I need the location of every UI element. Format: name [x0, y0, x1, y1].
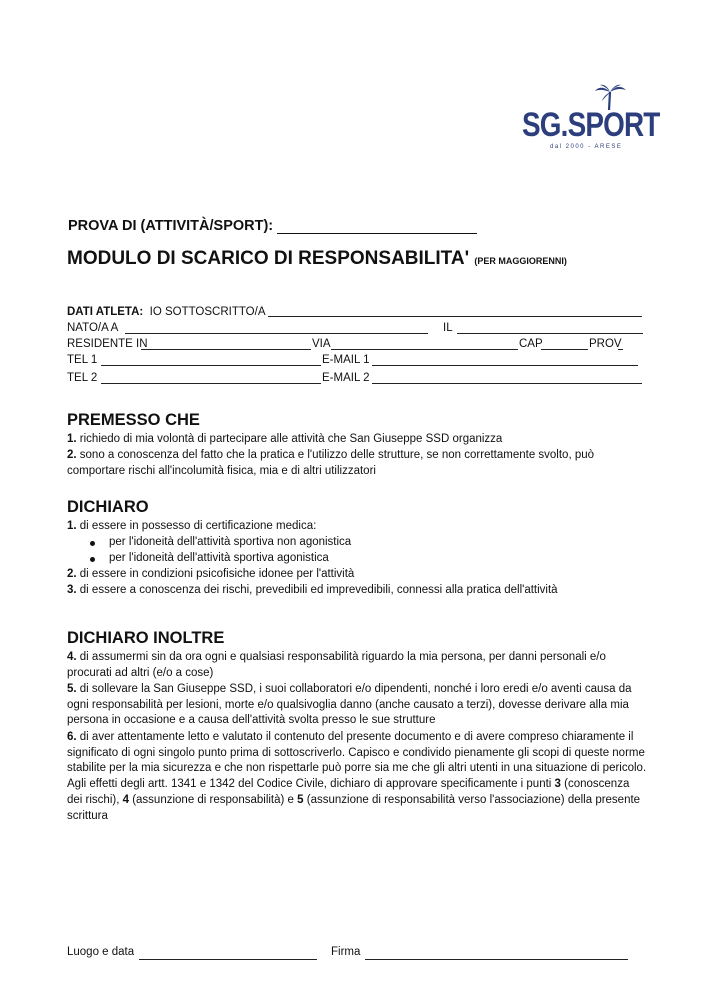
tel1-label: TEL 1	[67, 354, 98, 366]
street-field[interactable]	[331, 349, 518, 350]
signature-field[interactable]	[365, 959, 628, 960]
item-text: di essere in possesso di certificazione medica:	[76, 520, 317, 532]
email2-field[interactable]	[372, 383, 642, 384]
residence-city-field[interactable]	[141, 349, 311, 350]
option-text: per l'idoneità dell'attività sportiva agonistica	[109, 552, 329, 564]
option-text: per l'idoneità dell'attività sportiva non agonistica	[109, 536, 352, 548]
email1-field[interactable]	[372, 365, 638, 366]
document-title	[67, 248, 567, 270]
firma-label: Firma	[331, 946, 361, 958]
nato-label: NATO/A A	[67, 322, 119, 334]
bullet-icon	[90, 541, 95, 546]
inoltre-item-5	[67, 682, 647, 729]
dichiaro-item-2	[67, 567, 647, 583]
residente-label: RESIDENTE IN	[67, 338, 148, 350]
item-text: (assunzione di responsabilità verso l'associazione) della presente scrittura	[67, 793, 641, 822]
ref-point-5: 5	[297, 793, 304, 806]
premesso-item-1	[67, 432, 647, 448]
via-label: VIA	[312, 338, 331, 350]
item-number: 2.	[67, 449, 77, 461]
cap-label: CAP	[519, 338, 543, 350]
birthdate-field[interactable]	[457, 333, 643, 334]
premesso-heading: PREMESSO CHE	[67, 411, 200, 429]
item-number: 1.	[67, 520, 77, 532]
inoltre-item-4	[67, 650, 647, 681]
io-sottoscritto-label: IO SOTTOSCRITTO/A	[149, 306, 266, 318]
premesso-item-2	[67, 448, 647, 479]
item-number: 6.	[67, 731, 77, 743]
item-text: (assunzione di responsabilità) e	[129, 793, 298, 806]
birthplace-field[interactable]	[125, 333, 428, 334]
il-label: IL	[443, 322, 453, 334]
prova-label: PROVA DI (ATTIVITÀ/SPORT):	[68, 218, 274, 234]
dichiaro-item-1	[67, 519, 647, 535]
item-text: sono a conoscenza del fatto che la pratica e l'utilizzo delle strutture, se non correttamente svolto, può comportare rischi all'incolumità fisica, mia e di altri utilizzatori	[67, 449, 595, 477]
logo-wordmark: SG.SPORT	[522, 106, 660, 144]
certificate-option-agonistica[interactable]	[109, 551, 329, 567]
email1-label: E-MAIL 1	[322, 354, 370, 366]
luogo-data-field[interactable]	[139, 959, 317, 960]
item-text: di essere in condizioni psicofisiche idonee per l'attività	[76, 568, 355, 580]
inoltre-item-6	[67, 730, 647, 824]
item-number: 2.	[67, 568, 77, 580]
prov-label: PROV	[589, 338, 622, 350]
prova-activity-field[interactable]	[277, 219, 477, 234]
certificate-option-non-agonistica[interactable]	[109, 535, 351, 551]
item-text: richiedo di mia volontà di partecipare alle attività che San Giuseppe SSD organizza	[76, 433, 503, 445]
tel2-field[interactable]	[101, 383, 321, 384]
item-number: 5.	[67, 683, 77, 695]
title-note: (PER MAGGIORENNI)	[474, 256, 567, 266]
tel1-field[interactable]	[101, 365, 321, 366]
logo-tagline: dal 2000 - ARESE	[550, 144, 623, 150]
item-text: di essere a conoscenza dei rischi, prevedibili ed imprevedibili, connessi alla pratica dell'attività	[76, 584, 558, 596]
prova-heading	[68, 218, 477, 234]
item-text: di assumermi sin da ora ogni e qualsiasi responsabilità riguardo la mia persona, per danni personali e/o procurati ad altri (e/o a cose)	[67, 651, 606, 679]
item-text: di sollevare la San Giuseppe SSD, i suoi collaboratori e/o dipendenti, nonché i loro eredi e/o aventi causa da ogni responsabilità per lesioni, morte e/o qualsivoglia danno (anche causato a terzi), dovesse derivare alla mia persona in occasione e a causa dell'attività svolta presso le sue strutture	[67, 683, 632, 727]
dichiaro-heading: DICHIARO	[67, 498, 149, 516]
item-number: 3.	[67, 584, 77, 596]
dichiaro-item-3	[67, 583, 647, 599]
luogo-data-label: Luogo e data	[67, 946, 135, 958]
item-number: 1.	[67, 433, 77, 445]
cap-field[interactable]	[541, 349, 588, 350]
title-text: MODULO DI SCARICO DI RESPONSABILITA'	[67, 248, 470, 269]
dati-atleta-label: DATI ATLETA:	[67, 306, 144, 318]
ref-point-3: 3	[554, 778, 561, 791]
item-text: (conoscenza dei rischi),	[67, 778, 630, 806]
sg-sport-logo	[520, 84, 660, 156]
sottoscritto-field[interactable]	[268, 316, 642, 317]
item-text: di aver attentamente letto e valutato il contenuto del presente documento e di avere compreso chiaramente il significato di ogni singolo punto prima di sottoscriverlo. Capisco e condivido pienamente gli scopi di queste norme stabilite per la mia sicurezza e che non rispettarle può porre sia me che gli altri utenti in una situazione di pericolo. Agli effetti degli artt. 1341 e 1342 del Codice Civile, dichiaro di approvare specificamente i punti	[67, 731, 647, 791]
dati-atleta-row	[67, 305, 266, 320]
ref-point-4: 4	[122, 793, 130, 806]
email2-label: E-MAIL 2	[322, 372, 370, 384]
item-number: 4.	[67, 651, 77, 663]
tel2-label: TEL 2	[67, 372, 98, 384]
bullet-icon	[90, 557, 95, 562]
dichiaro-inoltre-heading: DICHIARO INOLTRE	[67, 629, 225, 647]
prov-field[interactable]	[618, 349, 623, 350]
